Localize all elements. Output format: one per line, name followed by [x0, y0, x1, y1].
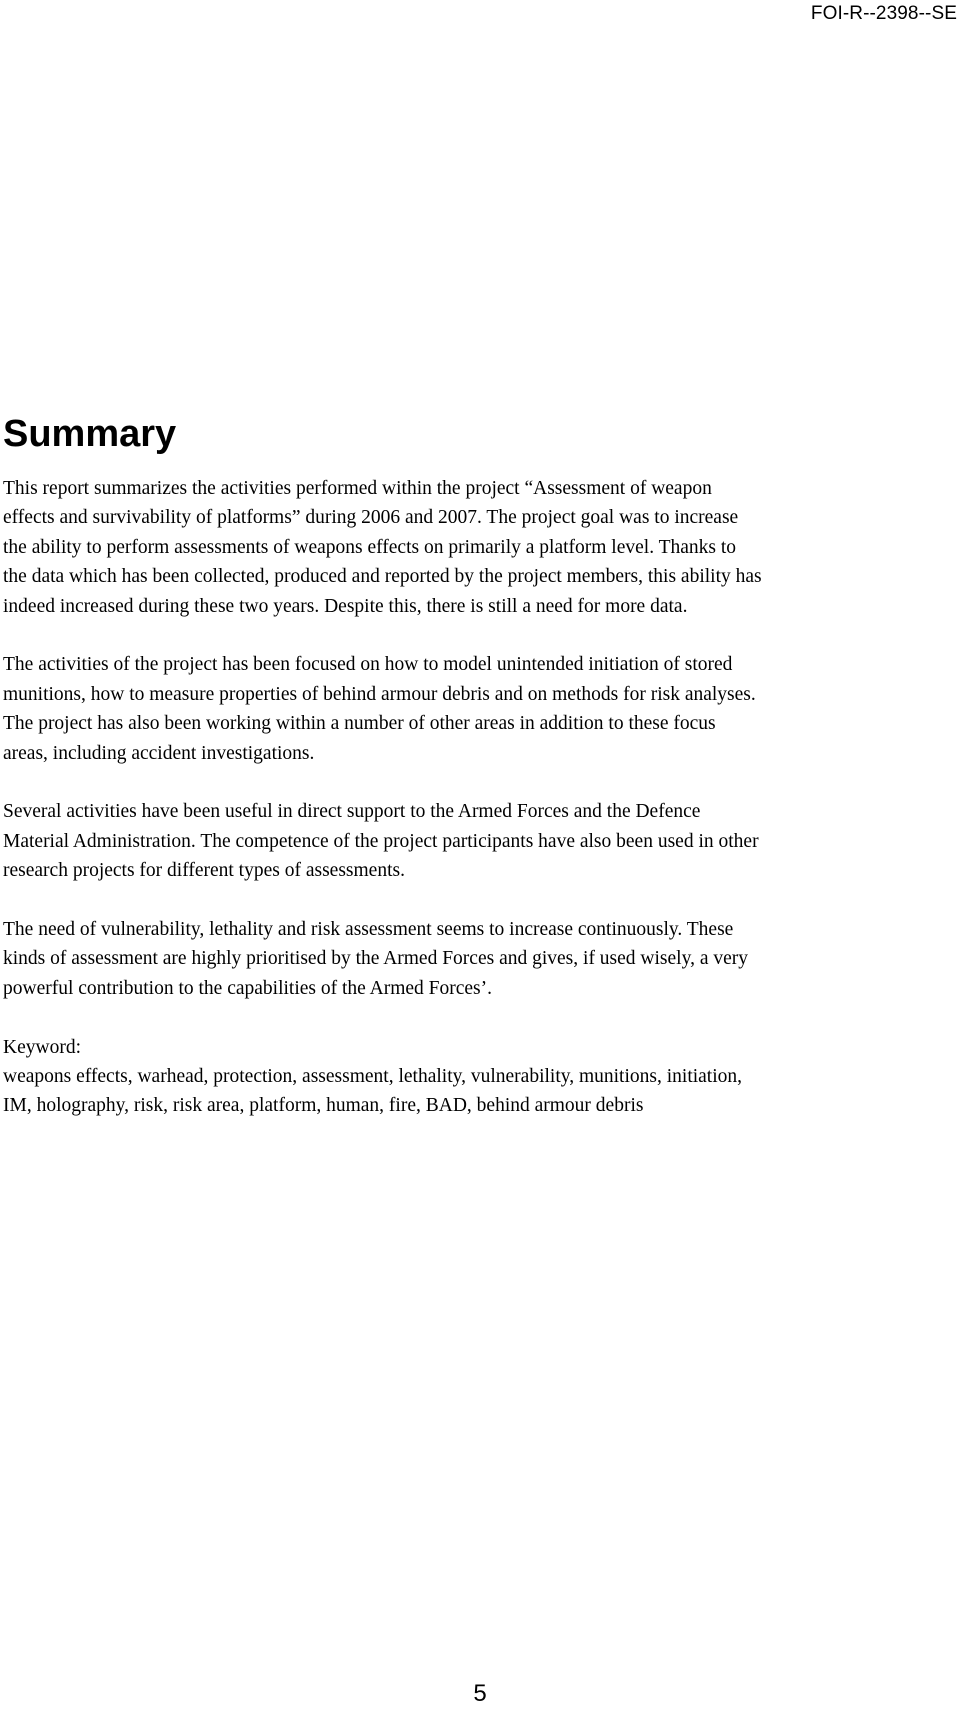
report-id: FOI-R--2398--SE [810, 3, 957, 24]
keywords-label: Keyword: [3, 1036, 81, 1058]
page-title: Summary [3, 413, 177, 455]
summary-paragraph-3: Several activities have been useful in direct support to the Armed Forces and the Defence Material Administration. The competence of the project participants have also been used in other research projects for different types of assessments. [3, 801, 759, 882]
summary-body [3, 474, 763, 1121]
summary-paragraph-4: The need of vulnerability, lethality and risk assessment seems to increase continuously. These kinds of assessment are highly prioritised by the Armed Forces and gives, if used wisely, a very powerful contribution to the capabilities of the Armed Forces’. [3, 919, 748, 999]
keywords-section [3, 1033, 763, 1121]
page-number: 5 [473, 1680, 487, 1707]
keywords-text: weapons effects, warhead, protection, assessment, lethality, vulnerability, munitions, initiation, IM, holography, risk, risk area, platform, human, fire, BAD, behind armour debris [3, 1066, 743, 1117]
summary-paragraph-2: The activities of the project has been focused on how to model unintended initiation of stored munitions, how to measure properties of behind armour debris and on methods for risk analyses. The project has also been working within a number of other areas in addition to these focus areas, including accident investigations. [3, 654, 756, 764]
summary-paragraph-1: This report summarizes the activities performed within the project “Assessment of weapon effects and survivability of platforms” during 2006 and 2007. The project goal was to increase the ability to perform assessments of weapons effects on primarily a platform level. Thanks to the data which has been collected, produced and reported by the project members, this ability has indeed increased during these two years. Despite this, there is still a need for more data. [3, 478, 762, 617]
